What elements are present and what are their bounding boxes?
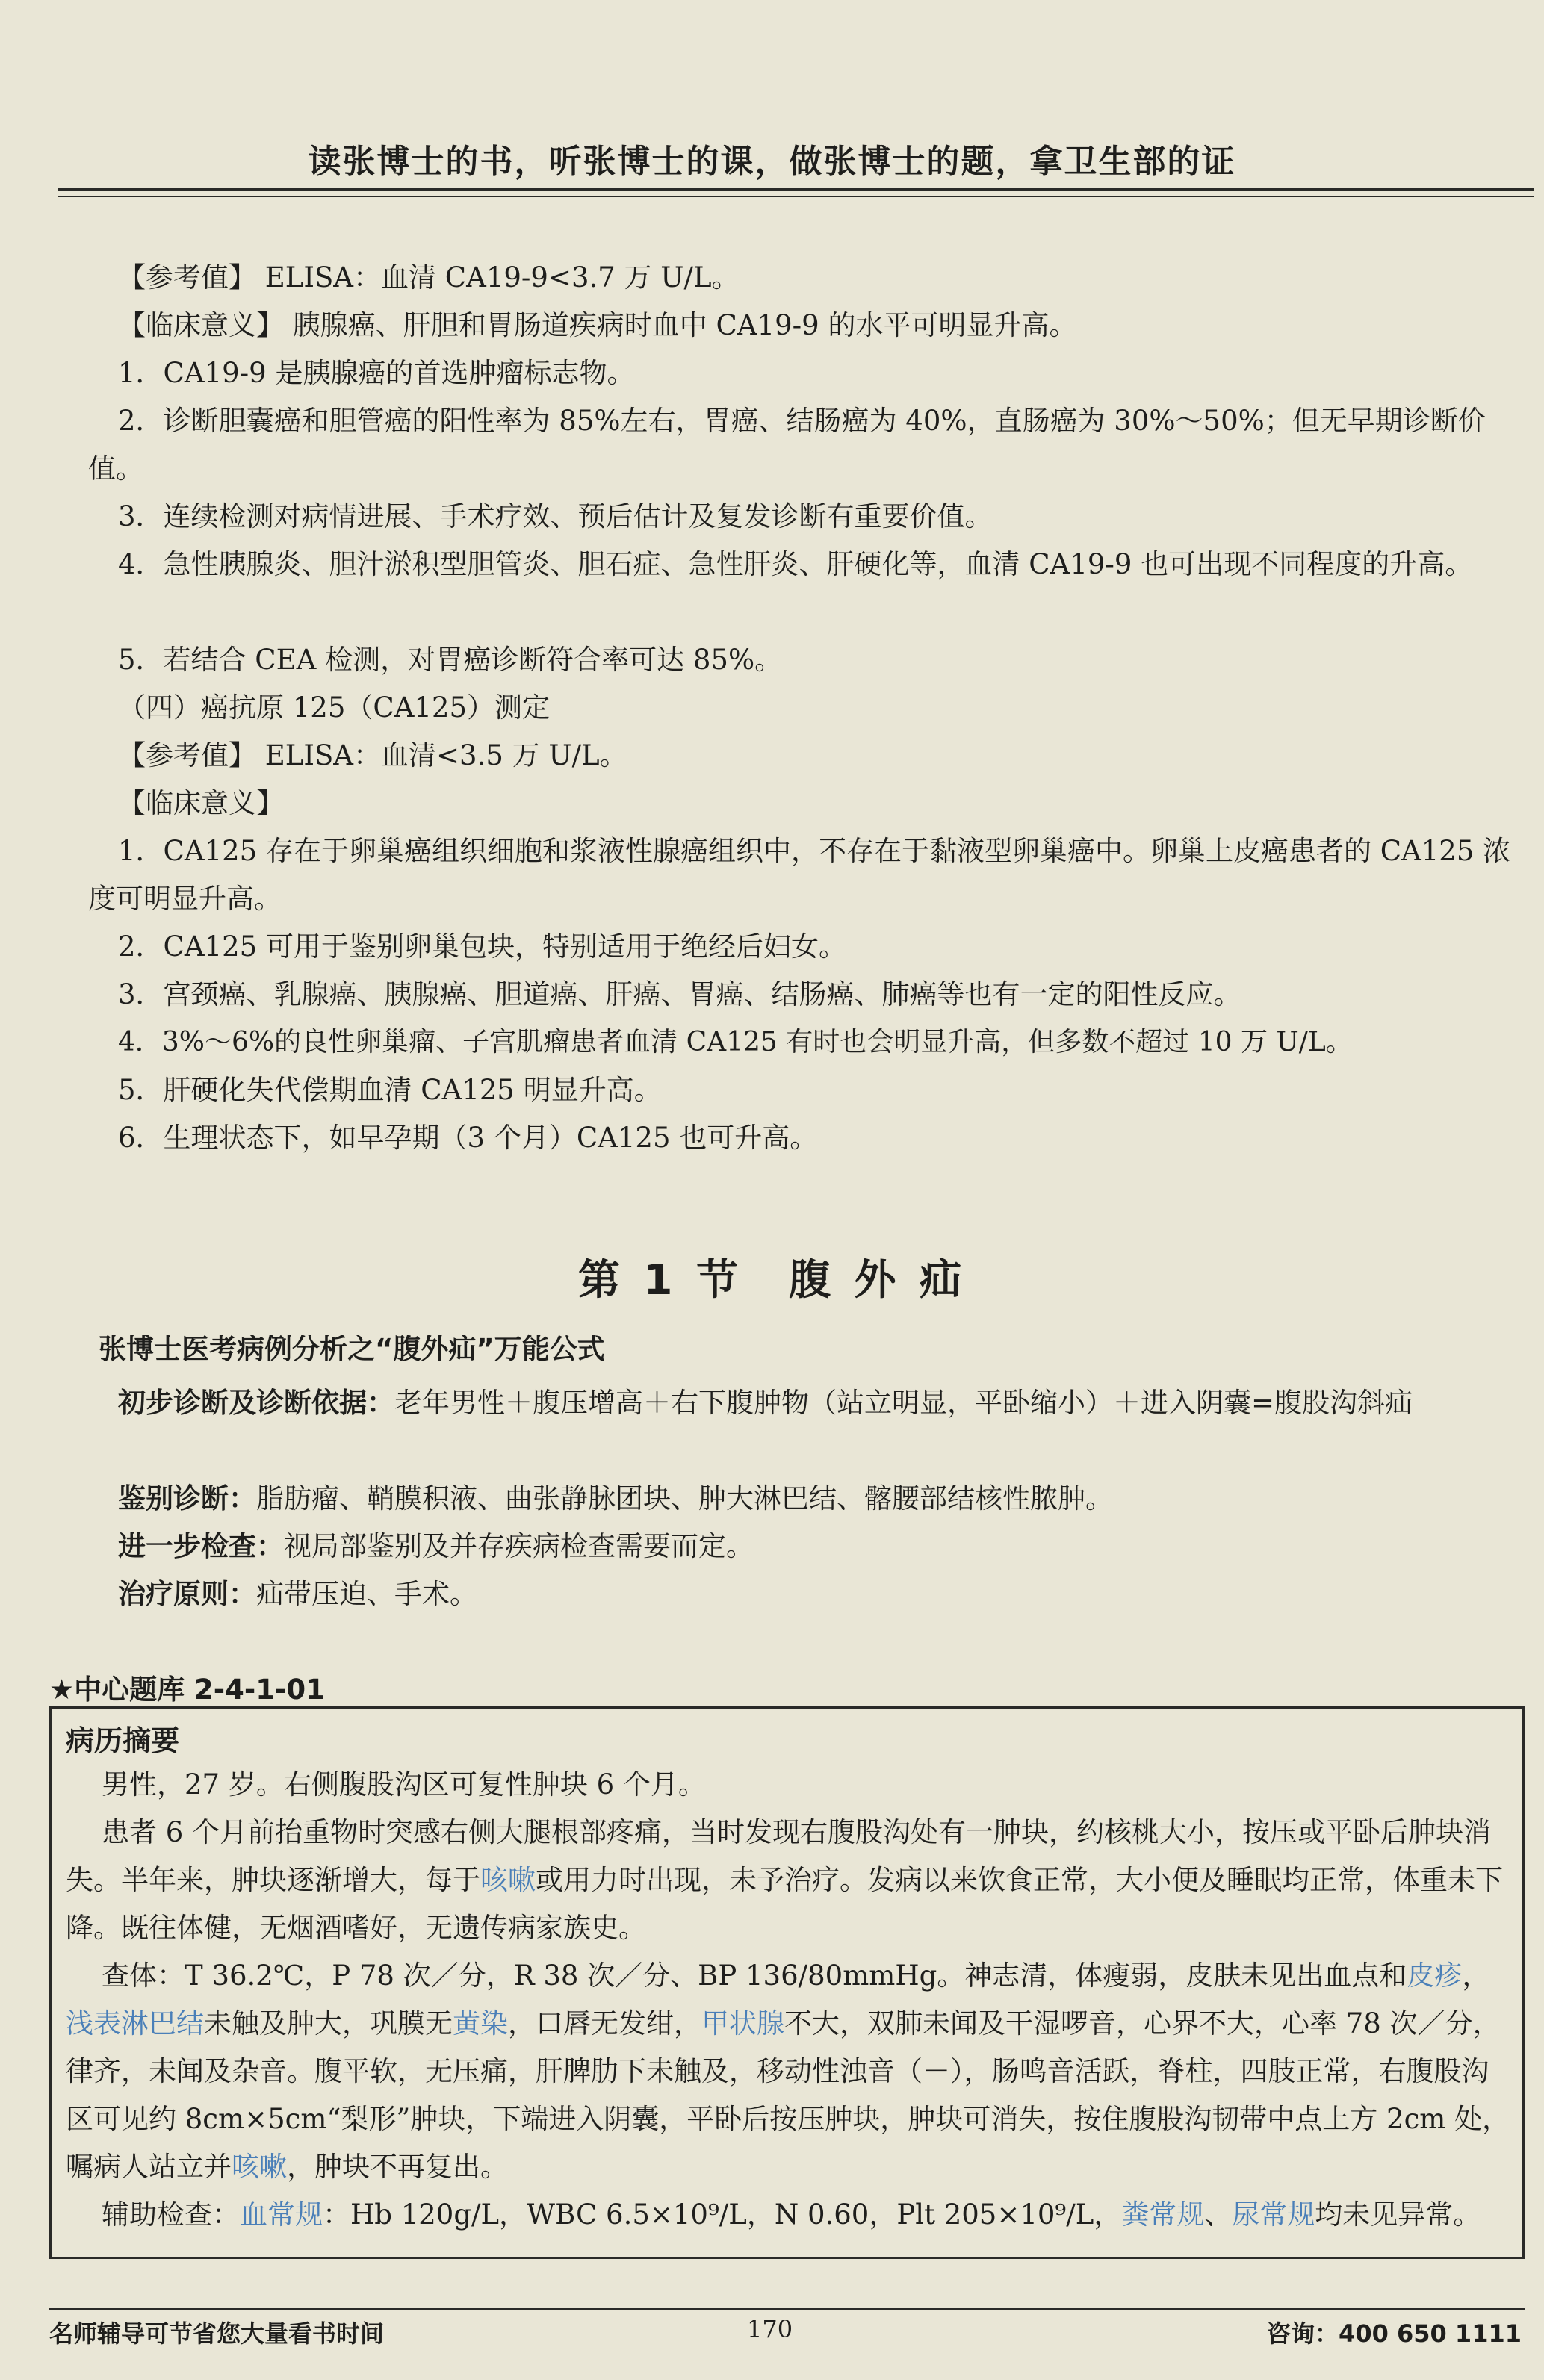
further-label: 进一步检查：	[118, 1529, 284, 1562]
footer-rule	[49, 2308, 1525, 2310]
ca199-reference	[88, 254, 1537, 302]
clin-label: 【临床意义】	[118, 309, 284, 341]
term-urine-routine: 尿常规	[1232, 2199, 1315, 2231]
diag-label: 初步诊断及诊断依据：	[118, 1386, 394, 1419]
list-item: 3．宫颈癌、乳腺癌、胰腺癌、胆道癌、肝癌、胃癌、结肠癌、肺癌等也有一定的阳性反应。	[118, 978, 1241, 1010]
differential-diagnosis	[88, 1474, 1537, 1523]
ca125-reference	[88, 732, 1537, 780]
page-number: 170	[747, 2315, 793, 2343]
term-cough: 咳嗽	[232, 2151, 287, 2183]
question-bank-tag: ★中心题库 2-4-1-01	[49, 1674, 325, 1706]
case-exam: 查体：T 36.2℃，P 78 次／分，R 38 次／分、BP 136/80mmHg。神志清，体瘦弱，皮肤未见出血点和皮疹，浅表淋巴结未触及肿大，巩膜无黄染，口唇无发绀，甲状腺不大，双肺未闻及干湿啰音，心界不大，心率 78 次／分，律齐，未闻及杂音。腹平软，无压痛，肝脾肋下未触及，移动性浊音（－），肠鸣音活跃，脊柱，四肢正常，右腹股沟区可见约 8cm×5cm“梨形”肿块，下端进入阴囊，平卧后按压肿块，肿块可消失，按住腹股沟韧带中点上方 2cm 处，嘱病人站立并咳嗽，肿块不再复出。	[66, 1960, 1510, 2183]
term-cough: 咳嗽	[480, 1864, 536, 1896]
list-item: 5．肝硬化失代偿期血清 CA125 明显升高。	[118, 1074, 662, 1106]
list-item: 3．连续检测对病情进展、手术疗效、预后估计及复发诊断有重要价值。	[118, 500, 993, 532]
further-exam	[88, 1522, 1537, 1570]
list-item: 1．CA125 存在于卵巢癌组织细胞和浆液性腺癌组织中，不存在于黏液型卵巢癌中。卵巢上皮癌患者的 CA125 浓度可明显升高。	[88, 835, 1511, 915]
list-item: 4．急性胰腺炎、胆汁淤积型胆管炎、胆石症、急性肝炎、肝硬化等，血清 CA19-9 也可出现不同程度的升高。	[118, 548, 1473, 580]
list-item: 2．CA125 可用于鉴别卵巢包块，特别适用于绝经后妇女。	[118, 930, 846, 963]
case-history: 患者 6 个月前抬重物时突感右侧大腿根部疼痛，当时发现右腹股沟处有一肿块，约核桃大小，按压或平卧后肿块消失。半年来，肿块逐渐增大，每于咳嗽或用力时出现，未予治疗。发病以来饮食正常，大小便及睡眠均正常，体重未下降。既往体健，无烟酒嗜好，无遗传病家族史。	[66, 1816, 1503, 1944]
ca125-clinical-label: 【临床意义】	[118, 787, 284, 819]
case-box-title: 病历摘要	[66, 1724, 180, 1757]
diff-label: 鉴别诊断：	[118, 1482, 256, 1514]
diag-text: 老年男性＋腹压增高＋右下腹肿物（站立明显，平卧缩小）＋进入阴囊=腹股沟斜疝	[394, 1387, 1413, 1419]
section-title: 第 1 节 腹 外 疝	[578, 1256, 966, 1305]
diagnosis-basis	[88, 1379, 1537, 1427]
diff-text: 脂肪瘤、鞘膜积液、曲张静脉团块、肿大淋巴结、髂腰部结核性脓肿。	[256, 1482, 1113, 1514]
term-rash: 皮疹	[1407, 1960, 1463, 1992]
ca125-heading: （四）癌抗原 125（CA125）测定	[118, 692, 551, 724]
list-item: 5．若结合 CEA 检测，对胃癌诊断符合率可达 85%。	[118, 644, 783, 676]
ref-value: ELISA：血清<3.5 万 U/L。	[264, 739, 627, 771]
term-lymph-nodes: 浅表淋巴结	[66, 2007, 204, 2039]
header-rule	[58, 188, 1534, 191]
list-item: 4．3%～6%的良性卵巢瘤、子宫肌瘤患者血清 CA125 有时也会明显升高，但多数不超过 10 万 U/L。	[118, 1027, 1353, 1057]
list-item: 6．生理状态下，如早孕期（3 个月）CA125 也可升高。	[118, 1122, 818, 1154]
list-item: 2．诊断胆囊癌和胆管癌的阳性率为 85%左右，胃癌、结肠癌为 40%，直肠癌为 30%～50%；但无早期诊断价值。	[88, 405, 1486, 485]
term-stool-routine: 粪常规	[1121, 2199, 1205, 2231]
case-aux-exam: 辅助检查：血常规：Hb 120g/L，WBC 6.5×10⁹/L，N 0.60，Plt 205×10⁹/L，粪常规、尿常规均未见异常。	[102, 2199, 1481, 2231]
treatment-principle	[88, 1570, 1537, 1618]
term-jaundice: 黄染	[453, 2007, 508, 2039]
ref-label: 【参考值】	[118, 739, 256, 771]
ref-label: 【参考值】	[118, 261, 256, 293]
treat-label: 治疗原则：	[118, 1577, 256, 1610]
further-text: 视局部鉴别及并存疾病检查需要而定。	[284, 1530, 754, 1562]
clin-intro: 胰腺癌、肝胆和胃肠道疾病时血中 CA19-9 的水平可明显升高。	[292, 309, 1077, 341]
term-thyroid: 甲状腺	[701, 2007, 784, 2039]
list-item: 1．CA19-9 是胰腺癌的首选肿瘤标志物。	[118, 357, 635, 389]
term-blood-routine: 血常规	[240, 2199, 323, 2231]
header-rule-thin	[58, 196, 1534, 197]
treat-text: 疝带压迫、手术。	[256, 1578, 477, 1610]
ca199-clinical	[88, 302, 1537, 349]
case-summary: 男性，27 岁。右侧腹股沟区可复性肿块 6 个月。	[102, 1768, 706, 1800]
ref-value: ELISA：血清 CA19-9<3.7 万 U/L。	[264, 261, 740, 293]
formula-title: 张博士医考病例分析之“腹外疝”万能公式	[99, 1333, 605, 1365]
running-header: 读张博士的书，听张博士的课，做张博士的题，拿卫生部的证	[308, 143, 1236, 181]
footer-contact: 咨询：400 650 1111	[1267, 2320, 1522, 2348]
footer-slogan: 名师辅导可节省您大量看书时间	[49, 2320, 385, 2348]
